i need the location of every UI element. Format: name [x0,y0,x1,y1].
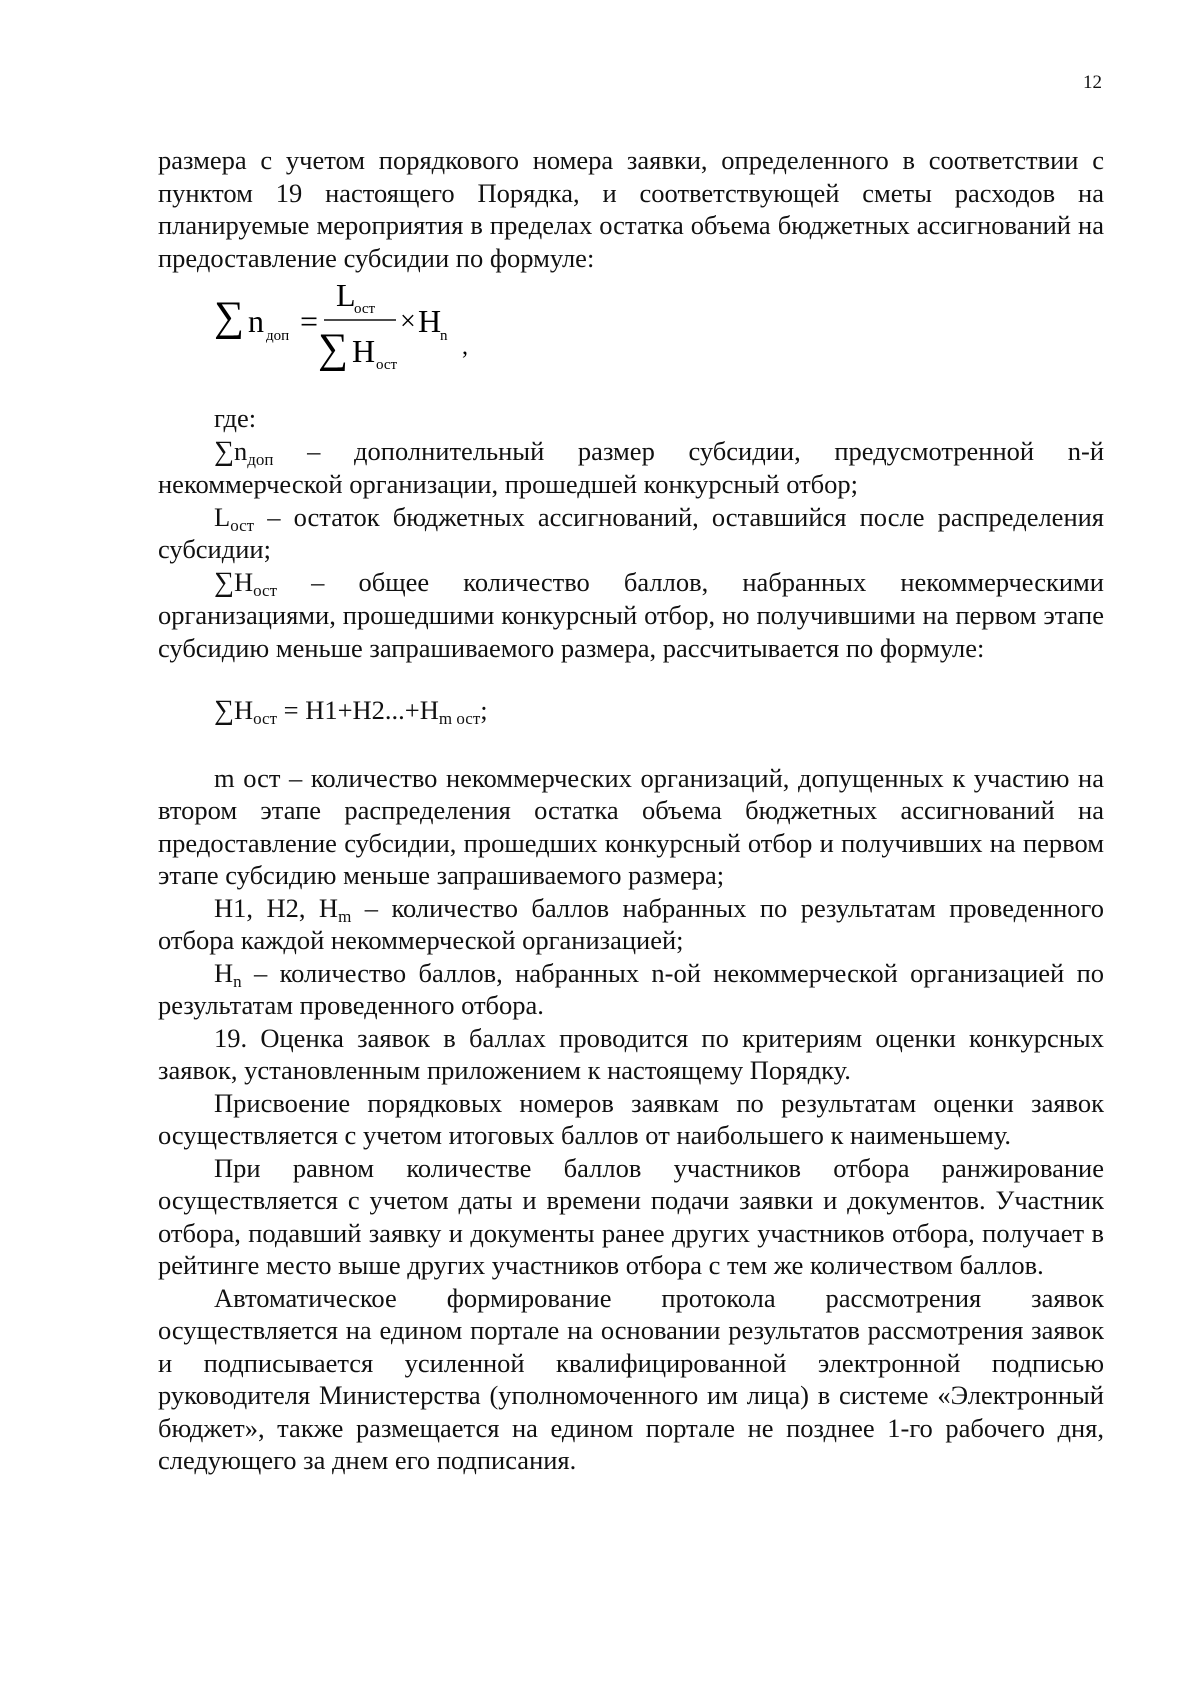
formula-n-symbol: n [248,303,264,339]
paragraph-equal-scores: При равном количестве баллов участников отбора ранжирование осуществляется с учетом даты и времени подачи заявки и документов. Участник отбора, подавший заявку и документы ранее других участников отбора, получает в рейтинге место выше других участников отбора с тем же количеством баллов. [158,1152,1104,1280]
formula-comma: , [462,334,468,360]
h-n-desc: – количество баллов, набранных n-ой некоммерческой организацией по результатам проведенного отбора. [158,957,1104,1020]
formula-denominator-h: H [352,333,376,369]
paragraph-h-n-def [158,957,1104,1022]
formula-h-ost-rhs: = H1+H2...+H [277,695,439,725]
paragraph-numbering: Присвоение порядковых номеров заявкам по результатам оценки заявок осуществляется с учетом итоговых баллов от наибольшего к наименьшему. [158,1087,1104,1150]
formula-semicolon: ; [480,695,488,725]
h-ost-subscript: ост [253,709,278,728]
h-symbol: H [233,695,254,725]
formula-l-ost-subscript: ост [354,301,376,317]
sum-symbol: ∑ [214,566,234,598]
h-ost-desc: – общее количество баллов, набранных некоммерческими организациями, прошедшими конкурсный отбор, но получившими на первом этапе субсидию меньше запрашиваемого размера, рассчитывается по формуле: [158,566,1104,663]
m-ost-subscript: m ост [438,709,481,728]
h-m-subscript: m [338,906,352,926]
formula-times: × [400,306,416,337]
formula-h-n: H [418,303,442,339]
page-number: 12 [1083,72,1102,93]
paragraph-where: где: [214,403,257,433]
h-symbol: H [214,957,234,988]
formula-dop-subscript: доп [266,328,290,344]
formula-l-symbol: L [336,282,356,313]
h-n-subscript: n [233,971,242,991]
formula-h-ost [214,694,1104,728]
h-ost-subscript: ост [253,580,278,600]
formula-equals: = [300,303,319,339]
formula-n-dop-svg [214,282,514,402]
h-symbol: H [233,566,254,597]
paragraph-m-ost-def: m ост – количество некоммерческих организаций, допущенных к участию на втором этапе распределения остатка объема бюджетных ассигнований на предоставление субсидии, прошедших конкурсный отбор и получивших на первом этапе субсидию меньше запрашиваемого размера; [158,762,1104,890]
paragraph-intro: размера с учетом порядкового номера заявки, определенного в соответствии с пунктом 19 настоящего Порядка, и соответствующей сметы расходов на планируемые мероприятия в пределах остатка объема бюджетных ассигнований на предоставление субсидии по формуле: [158,145,1104,273]
paragraph-l-ost-def [158,501,1104,566]
paragraph-auto-protocol: Автоматическое формирование протокола рассмотрения заявок осуществляется на едином портале на основании результатов рассмотрения заявок и подписывается усиленной квалифицированной электронной подписью руководителя Министерства (уполномоченного им лица) в системе «Электронный бюджет», также размещается на едином портале не позднее 1-го рабочего дня, следующего за днем его подписания. [158,1282,1104,1475]
l-symbol: L [214,501,231,532]
document-body [158,144,1104,1477]
formula-h-n-subscript: n [440,328,448,344]
paragraph-h-list-def [158,892,1104,957]
formula-denominator-sum: ∑ [318,326,348,372]
formula-denominator-ost: ост [376,357,398,373]
dop-subscript: доп [247,449,274,469]
h-list-desc: – количество баллов набранных по результатам проведенного отбора каждой некоммерческой организацией; [158,892,1104,955]
paragraph-n-dop-def [158,435,1104,501]
h-list-prefix: H1, H2, H [214,892,339,923]
n-symbol: n [233,435,248,466]
sum-symbol: ∑ [214,435,234,467]
paragraph-h-ost-def [158,566,1104,665]
formula-sum-symbol: ∑ [214,294,244,340]
n-dop-desc: – дополнительный размер субсидии, предусмотренной n-й некоммерческой организации, прошедшей конкурсный отбор; [158,435,1104,499]
l-ost-desc: – остаток бюджетных ассигнований, оставшийся после распределения субсидии; [158,501,1104,564]
formula-n-dop [214,274,1104,402]
sum-symbol: ∑ [214,695,234,726]
paragraph-19: 19. Оценка заявок в баллах проводится по критериям оценки конкурсных заявок, установленным приложением к настоящему Порядку. [158,1022,1104,1085]
l-ost-subscript: ост [230,515,255,535]
